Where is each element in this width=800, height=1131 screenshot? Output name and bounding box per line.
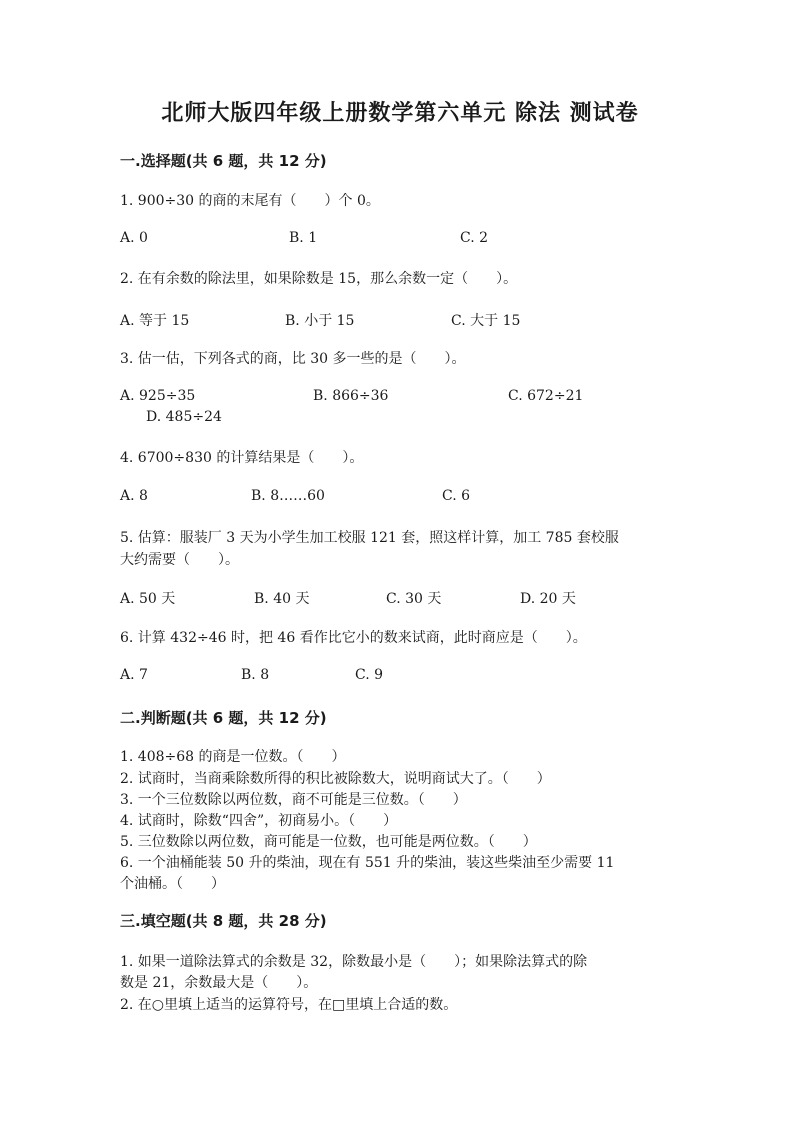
question-1-option-a: A. 0 — [120, 230, 148, 246]
section-heading-choice: 一.选择题(共 6 题，共 12 分) — [120, 152, 327, 170]
question-6-stem: 6. 计算 432÷46 时，把 46 看作比它小的数来试商，此时商应是（ ）。 — [120, 630, 587, 646]
question-5-stem-line1: 5. 估算：服装厂 3 天为小学生加工校服 121 套，照这样计算，加工 785 套校服 — [120, 530, 619, 546]
question-5-option-a: A. 50 天 — [120, 591, 176, 607]
question-1-option-c: C. 2 — [460, 230, 489, 246]
page-title: 北师大版四年级上册数学第六单元 除法 测试卷 — [161, 100, 639, 126]
tf-item-6-line2: 个油桶。（ ） — [120, 876, 225, 892]
question-4-stem: 4. 6700÷830 的计算结果是（ ）。 — [120, 450, 364, 466]
question-5-option-c: C. 30 天 — [386, 591, 442, 607]
question-2-option-c: C. 大于 15 — [451, 313, 521, 329]
tf-item-1: 1. 408÷68 的商是一位数。（ ） — [120, 749, 346, 765]
question-6-option-b: B. 8 — [241, 667, 270, 683]
question-3-option-a: A. 925÷35 — [120, 388, 196, 404]
question-5-option-b: B. 40 天 — [254, 591, 310, 607]
question-4-option-b: B. 8……60 — [251, 488, 325, 504]
question-3-option-d: D. 485÷24 — [146, 409, 222, 425]
question-6-option-c: C. 9 — [355, 667, 384, 683]
tf-item-4: 4. 试商时，除数“四舍”，初商易小。（ ） — [120, 813, 398, 829]
question-3-option-b: B. 866÷36 — [313, 388, 389, 404]
question-4-option-a: A. 8 — [120, 488, 148, 504]
fill-item-1-line2: 数是 21，余数最大是（ ）。 — [120, 975, 318, 991]
question-3-stem: 3. 估一估，下列各式的商，比 30 多一些的是（ ）。 — [120, 351, 466, 367]
question-2-option-a: A. 等于 15 — [120, 313, 190, 329]
question-2-option-b: B. 小于 15 — [285, 313, 355, 329]
question-1-stem: 1. 900÷30 的商的末尾有（ ）个 0。 — [120, 193, 380, 209]
question-3-option-c: C. 672÷21 — [508, 388, 584, 404]
section-heading-true-false: 二.判断题(共 6 题，共 12 分) — [120, 709, 327, 727]
tf-item-6-line1: 6. 一个油桶能装 50 升的柴油，现在有 551 升的柴油，装这些柴油至少需要 11 — [120, 855, 615, 871]
tf-item-3: 3. 一个三位数除以两位数，商不可能是三位数。（ ） — [120, 792, 467, 808]
question-5-option-d: D. 20 天 — [520, 591, 576, 607]
question-5-stem-line2: 大约需要（ ）。 — [120, 552, 239, 568]
question-6-option-a: A. 7 — [120, 667, 148, 683]
question-2-stem: 2. 在有余数的除法里，如果除数是 15，那么余数一定（ ）。 — [120, 271, 518, 287]
section-heading-fill-blank: 三.填空题(共 8 题，共 28 分) — [120, 912, 327, 930]
question-1-option-b: B. 1 — [289, 230, 318, 246]
tf-item-5: 5. 三位数除以两位数，商可能是一位数，也可能是两位数。（ ） — [120, 834, 537, 850]
tf-item-2: 2. 试商时，当商乘除数所得的积比被除数大，说明商试大了。（ ） — [120, 771, 551, 787]
fill-item-2: 2. 在○里填上适当的运算符号，在□里填上合适的数。 — [120, 997, 458, 1013]
fill-item-1-line1: 1. 如果一道除法算式的余数是 32，除数最小是（ ）；如果除法算式的除 — [120, 954, 588, 970]
question-4-option-c: C. 6 — [442, 488, 471, 504]
